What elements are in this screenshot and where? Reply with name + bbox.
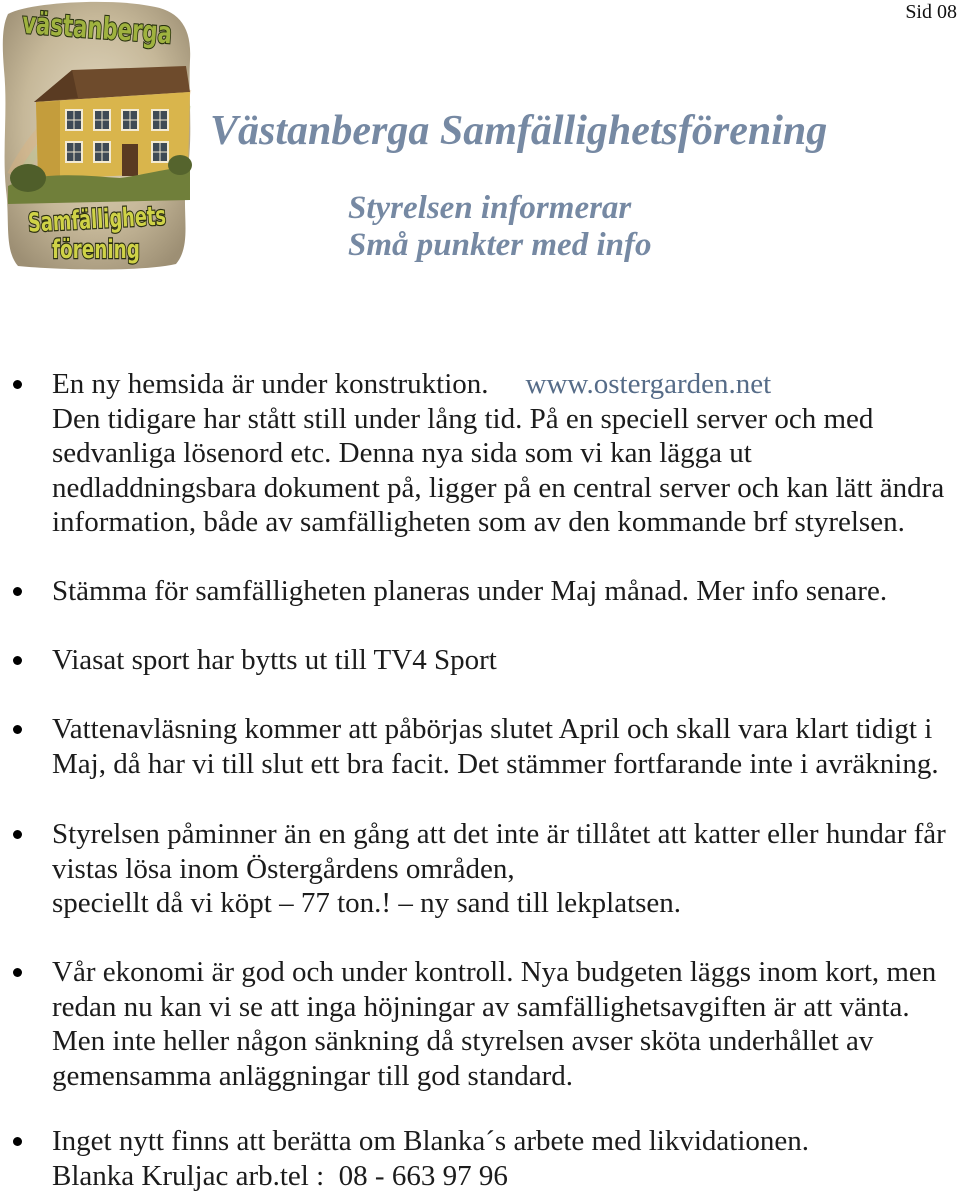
bullet-icon bbox=[13, 725, 22, 734]
item-text-line: sedvanliga lösenord etc. Denna nya sida som vi kan lägga ut bbox=[52, 437, 752, 469]
logo-tagline-text: förening bbox=[52, 235, 140, 265]
bullet-icon bbox=[13, 380, 22, 389]
item-text-line: redan nu kan vi se att inga höjningar av samfällighetsavgiften är att vänta. bbox=[52, 990, 910, 1023]
item-text-line: Viasat sport har bytts ut till TV4 Sport bbox=[52, 644, 497, 676]
bullet-icon bbox=[13, 968, 22, 977]
association-logo bbox=[0, 0, 235, 270]
item-text-line: Den tidigare har stått still under lång tid. På en speciell server och med bbox=[52, 402, 874, 435]
subtitle bbox=[348, 190, 651, 264]
news-item-economy bbox=[0, 955, 960, 1093]
item-text: En ny hemsida är under konstruktion. bbox=[52, 368, 489, 400]
item-text-line: nedladdningsbara dokument på, ligger på en central server och kan lätt ändra bbox=[52, 471, 945, 504]
news-item-tv bbox=[0, 643, 960, 678]
subtitle-line: Små punkter med info bbox=[348, 227, 652, 263]
bullet-icon bbox=[13, 830, 22, 839]
bullet-icon bbox=[13, 1137, 22, 1146]
item-text-line: Stämma för samfälligheten planeras under Maj månad. Mer info senare. bbox=[52, 575, 888, 607]
item-text-line: information, både av samfälligheten som av den kommande brf styrelsen. bbox=[52, 506, 905, 538]
news-item-water-reading bbox=[0, 712, 960, 781]
item-text-line: Vår ekonomi är god och under kontroll. Nya budgeten läggs inom kort, men bbox=[52, 956, 937, 988]
news-item-website bbox=[0, 367, 960, 540]
bullet-icon bbox=[13, 587, 22, 596]
item-text-line: Blanka Kruljac arb.tel : 08 - 663 97 96 bbox=[52, 1159, 508, 1192]
item-text-line: Maj, då har vi till slut ett bra facit. Det stämmer fortfarande inte i avräkning. bbox=[52, 747, 939, 780]
news-item-liquidation bbox=[0, 1124, 960, 1193]
item-text-line: Vattenavläsning kommer att påbörjas slutet April och skall vara klart tidigt i bbox=[52, 713, 933, 745]
bullet-icon bbox=[13, 656, 22, 665]
item-text-line: speciellt då vi köpt – 77 ton.! – ny sand till lekplatsen. bbox=[52, 887, 682, 919]
logo-tagline-text: Samfällighets bbox=[27, 198, 231, 239]
item-text-line: gemensamma anläggningar till god standard. bbox=[52, 1059, 574, 1092]
logo-name-text: västanberga bbox=[21, 5, 235, 56]
page-number: Sid 08 bbox=[905, 1, 957, 23]
bush bbox=[168, 155, 192, 175]
item-text-line bbox=[52, 367, 960, 402]
item-text-line: Men inte heller någon sänkning då styrelsen avser sköta underhållet av bbox=[52, 1025, 874, 1057]
item-text-line: Inget nytt finns att berätta om Blanka´s arbete med likvidationen. bbox=[52, 1125, 810, 1157]
news-item-pets bbox=[0, 817, 960, 921]
subtitle-line: Styrelsen informerar bbox=[348, 190, 632, 226]
association-title: Västanberga Samfällighetsförening bbox=[210, 108, 828, 154]
logo-graphic bbox=[0, 0, 235, 270]
news-item-meeting bbox=[0, 574, 960, 609]
item-text-line: vistas lösa inom Östergårdens områden, bbox=[52, 852, 515, 885]
website-link[interactable]: www.ostergarden.net bbox=[525, 368, 772, 400]
bush bbox=[10, 164, 46, 192]
item-text-line: Styrelsen påminner än en gång att det inte är tillåtet att katter eller hundar får bbox=[52, 818, 946, 850]
house-door bbox=[122, 144, 138, 176]
